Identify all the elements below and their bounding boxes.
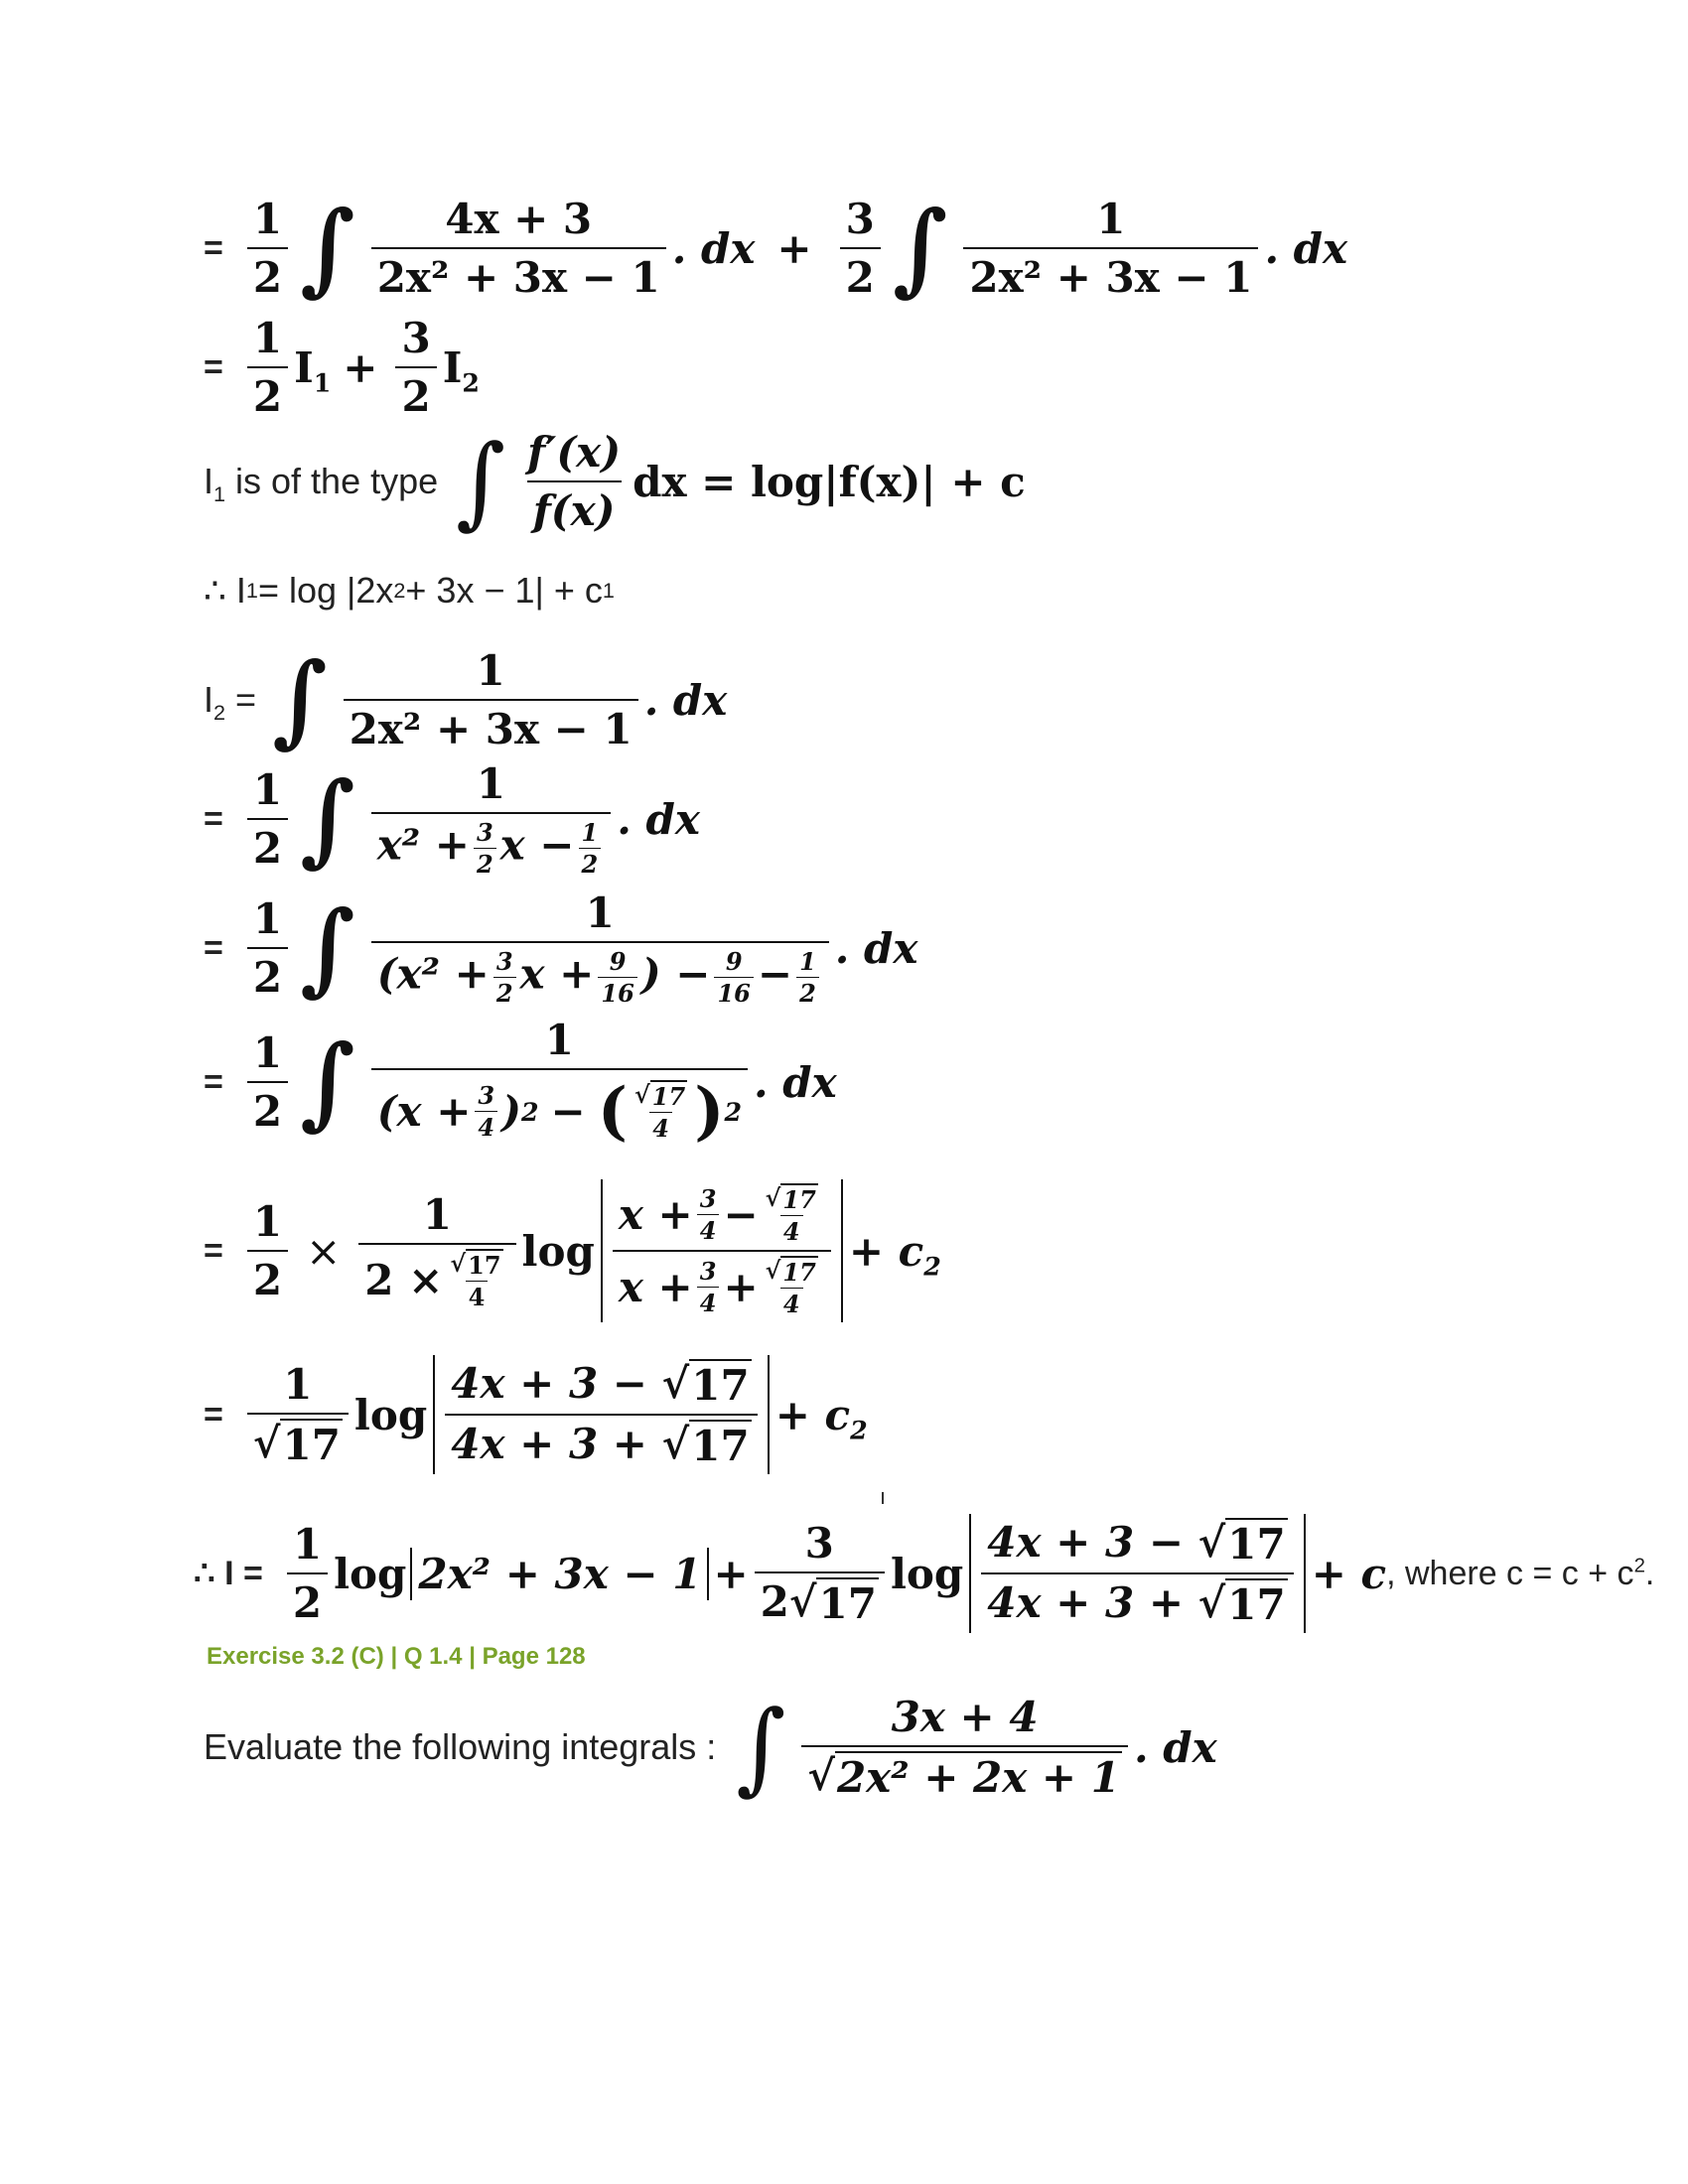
equation-line-8: = $\frac{1}{2}$ ∫ 1 (x + $\frac{3}{4}$ ) 2 − ( √ 17 4 ) 2 . dx bbox=[204, 1016, 837, 1149]
integral-sign: ∫ bbox=[300, 759, 355, 878]
integral-sign: ∫ bbox=[892, 189, 948, 307]
integrand-fraction: $\frac{1}{\text{2x² + 3x − 1}}$ bbox=[963, 195, 1258, 302]
integrand-fraction: $\frac{4x + 3}{\text{2x² + 3x − 1}}$ bbox=[371, 195, 666, 302]
equation-line-6: = $\frac{1}{2}$ ∫ 1 x² + $\frac{3}{2}$ x − $\frac{1}{2}$ . dx bbox=[204, 759, 700, 879]
equation-line-7: = $\frac{1}{2}$ ∫ 1 (x² + $\frac{3}{2}$ x + $\frac{9}{16}$ ) − $\frac{9}{16}$ − $\frac{1}{2}$ . dx bbox=[204, 888, 918, 1008]
integral-sign: ∫ bbox=[300, 1023, 355, 1141]
fraction-half: $\frac{1}{2}$ bbox=[247, 195, 288, 302]
question-line: Evaluate the following integrals : ∫ 3x + 4 √ 2x² + 2x + 1 . dx bbox=[204, 1689, 1217, 1806]
plus-sign: + bbox=[776, 223, 812, 273]
equation-line-1 bbox=[204, 189, 1648, 307]
fraction-three-halves: $\frac{3}{2}$ bbox=[840, 195, 881, 302]
integral-sign: ∫ bbox=[736, 1689, 786, 1806]
equation-line-11: ∴ I = $\frac{1}{2}$ log 2x² + 3x − 1 + 3 2 √ 17 log 4x + 3 − √ 17 4x + 3 + √ 17 + c , where $c = c + c^2$. bbox=[194, 1504, 1648, 1643]
equation-line-4: ∴ I 1 = log |2x 2 + 3x − 1| + c 1 bbox=[204, 570, 615, 611]
equation-line-2: = $\frac{1}{2}$ $I_1$ + $\frac{3}{2}$ $I_2$ bbox=[204, 314, 480, 421]
equation-line-3: $I_1$ is of the type ∫ $\frac{f'(x)}{f(x)}$ dx = log|f(x)| + c bbox=[204, 423, 1026, 540]
equation-line-5: $I_2$ = ∫ $\frac{1}{\text{2x² + 3x − 1}}$ . dx bbox=[204, 640, 728, 758]
stray-mark bbox=[882, 1492, 884, 1504]
equation-line-10: = 1 √ 17 log 4x + 3 − √ 17 4x + 3 + √ 17 + $c_2$ bbox=[204, 1345, 1648, 1484]
dx-term: . dx bbox=[1264, 223, 1348, 273]
question-text: Evaluate the following integrals : bbox=[204, 1726, 717, 1767]
equals-sign: = bbox=[204, 347, 223, 386]
integral-sign: ∫ bbox=[300, 888, 355, 1007]
integral-i2: $I_2$ bbox=[442, 342, 480, 397]
integral-sign: ∫ bbox=[300, 189, 355, 307]
exercise-reference-link[interactable]: Exercise 3.2 (C) | Q 1.4 | Page 128 bbox=[207, 1643, 586, 1670]
integral-sign: ∫ bbox=[456, 423, 506, 540]
dx-term: . dx bbox=[671, 223, 756, 273]
equation-line-9: = $\frac{1}{2}$ × 1 2 × √ 17 4 log x + $\frac{3}{4}$ − √ 17 4 x + $\frac{3}{4}$ + √ 17 4 + $c_2$ bbox=[204, 1176, 1648, 1325]
equals-sign: = bbox=[204, 228, 223, 267]
type-statement: $I_1$ is of the type bbox=[204, 461, 439, 507]
log-formula: dx = log|f(x)| + c bbox=[633, 457, 1026, 506]
integral-i1: $I_1$ bbox=[294, 342, 332, 397]
integral-sign: ∫ bbox=[272, 640, 328, 758]
